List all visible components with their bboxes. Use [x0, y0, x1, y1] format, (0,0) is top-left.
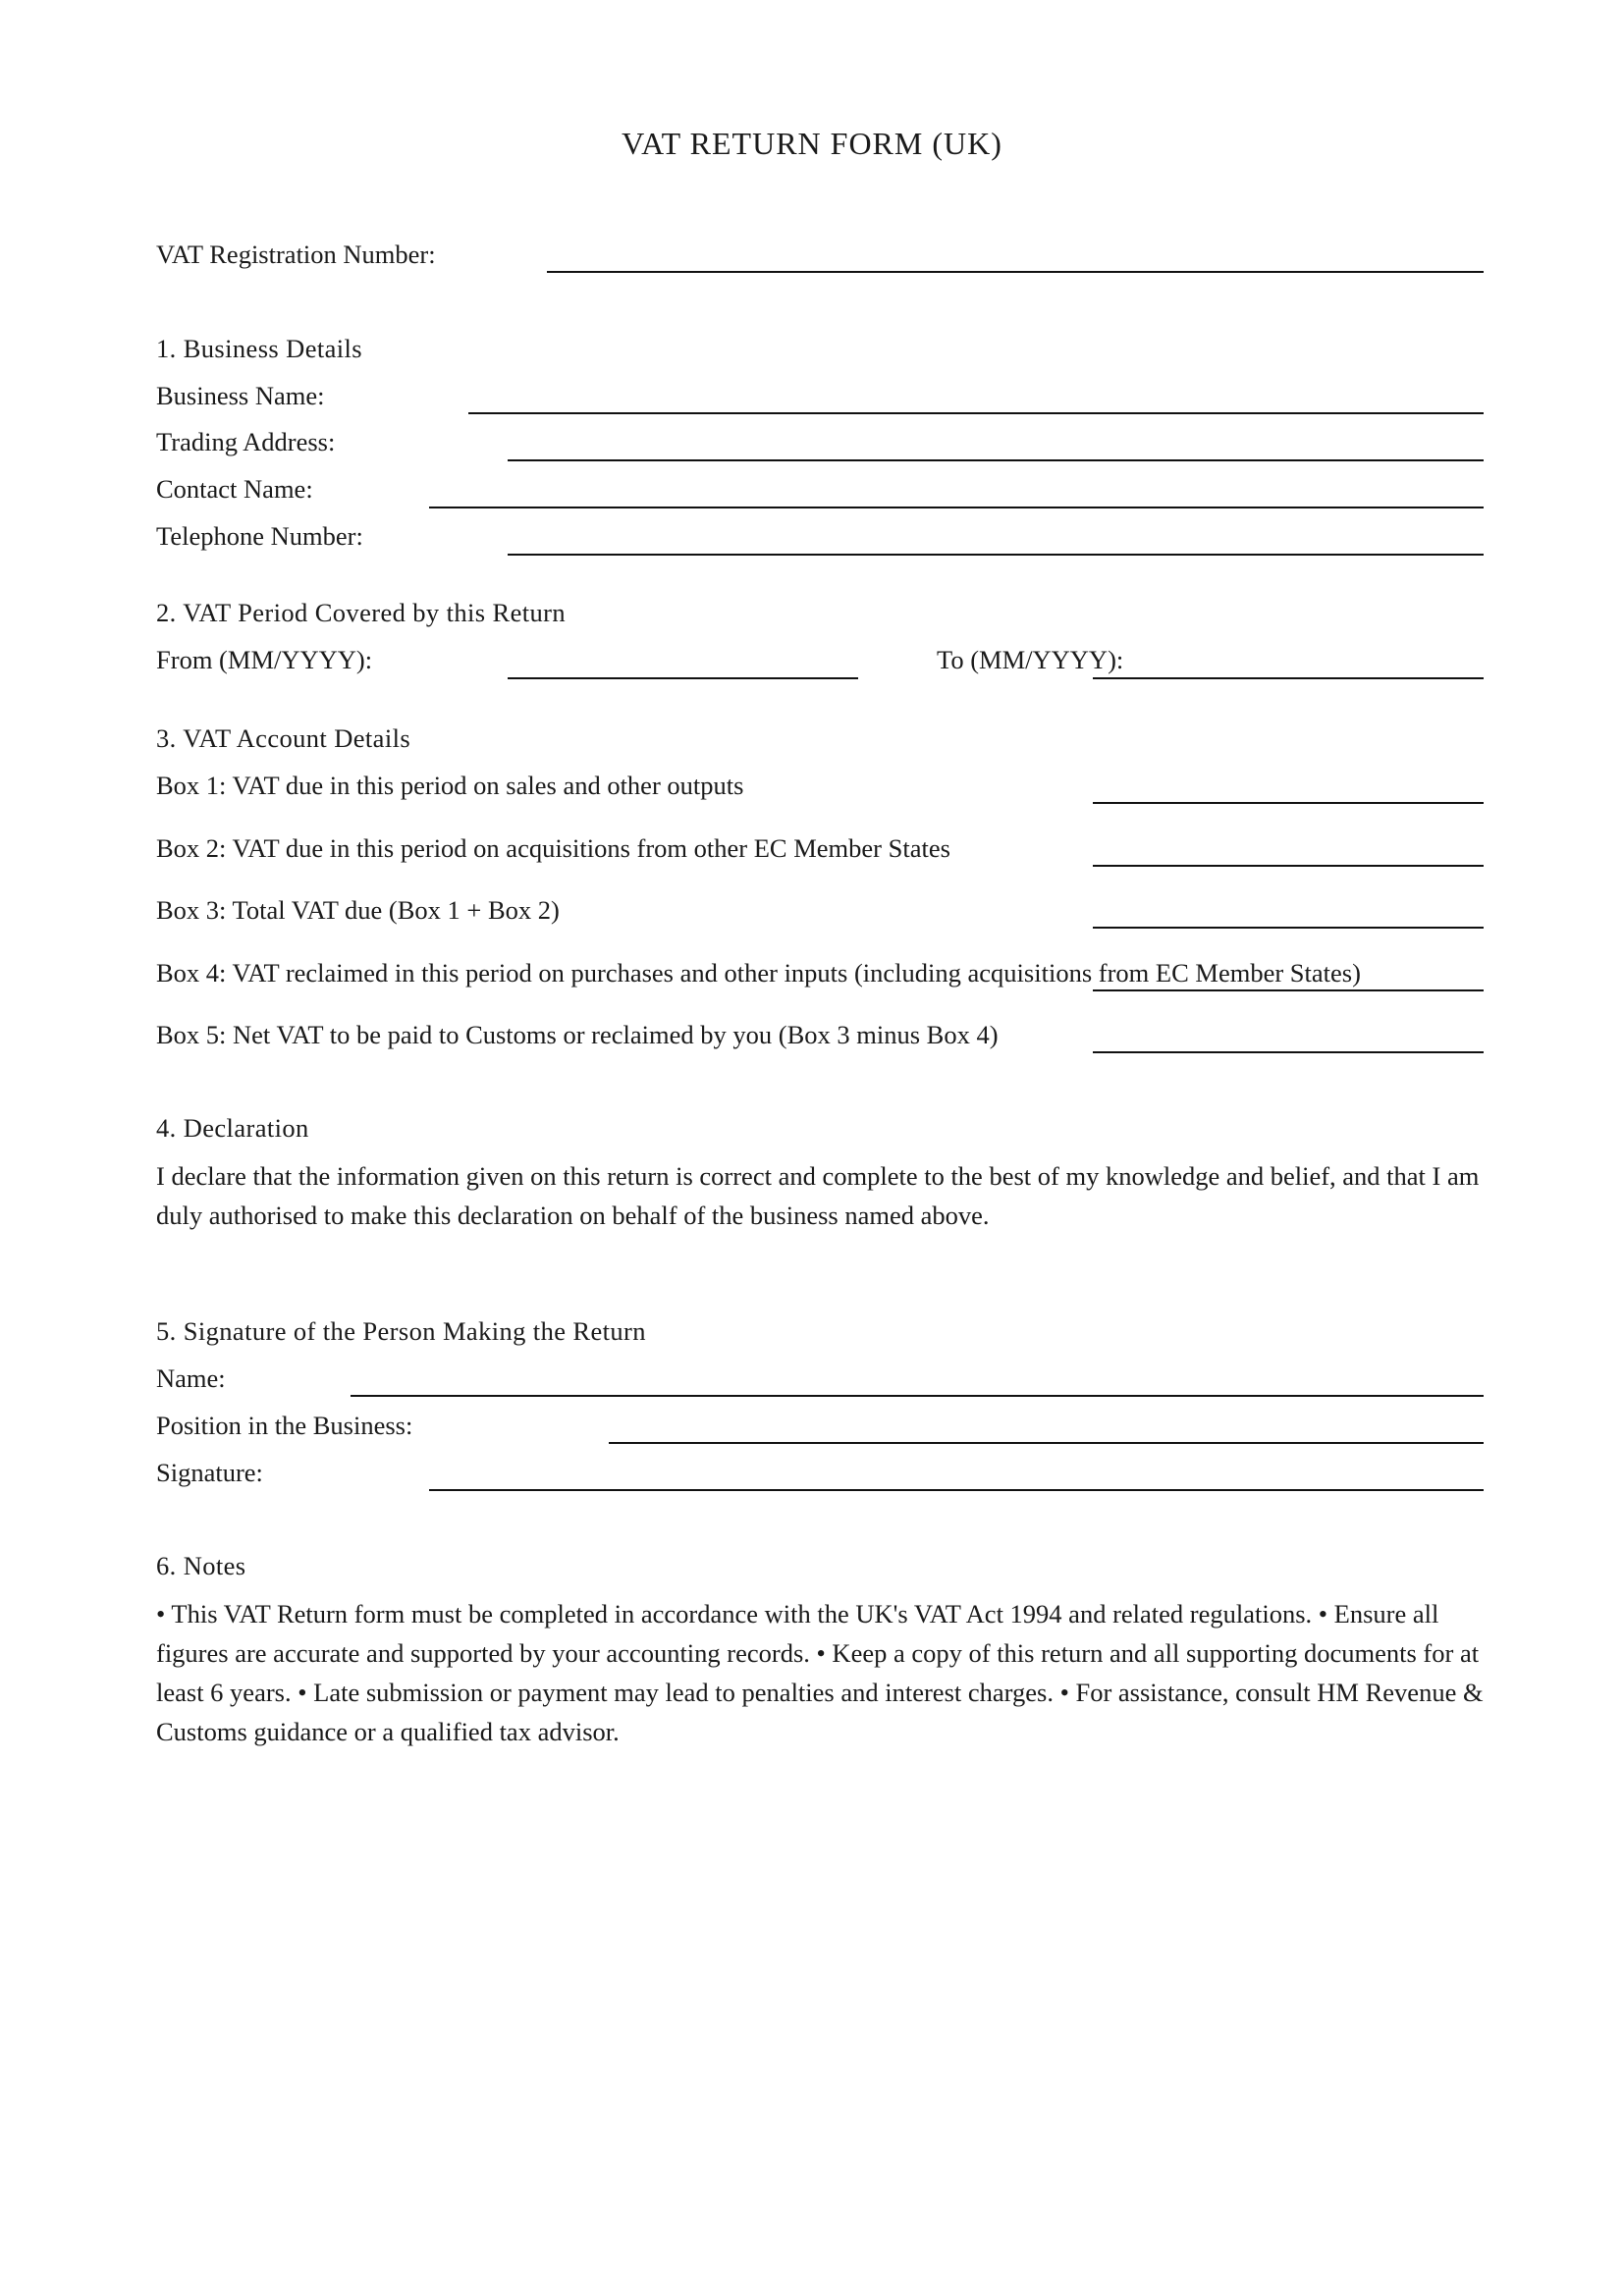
vat-registration-field[interactable] [547, 271, 1484, 273]
telephone-number-label: Telephone Number: [156, 521, 363, 551]
business-name-label: Business Name: [156, 381, 325, 410]
telephone-number-field[interactable] [508, 554, 1484, 556]
business-name-field[interactable] [468, 412, 1484, 414]
box-5-label: Box 5: Net VAT to be paid to Customs or reclaimed by you (Box 3 minus Box 4) [156, 1020, 999, 1049]
trading-address-label: Trading Address: [156, 427, 336, 456]
signature-heading: 5. Signature of the Person Making the Return [156, 1316, 646, 1346]
business-details-heading: 1. Business Details [156, 334, 363, 363]
box-1-label: Box 1: VAT due in this period on sales and other outputs [156, 771, 744, 800]
box-3-field[interactable] [1093, 927, 1484, 929]
declaration-text: I declare that the information given on this return is correct and complete to the best of my knowledge and belief, and that I am duly authorised to make this declaration on behalf of the business named above. [156, 1161, 1480, 1230]
trading-address-field[interactable] [508, 459, 1484, 461]
position-field[interactable] [609, 1442, 1484, 1444]
period-from-field[interactable] [508, 677, 858, 679]
contact-name-field[interactable] [429, 507, 1484, 508]
period-to-field[interactable] [1093, 677, 1484, 679]
box-2-field[interactable] [1093, 865, 1484, 867]
period-from-label: From (MM/YYYY): [156, 645, 373, 674]
signature-field[interactable] [429, 1489, 1484, 1491]
declaration-heading: 4. Declaration [156, 1113, 309, 1143]
notes-text: • This VAT Return form must be completed in accordance with the UK's VAT Act 1994 and related regulations. • Ensure all figures are accurate and supported by your accounting records. • Keep a copy of this return and all supporting documents for at least 6 years. • Late submission or payment may lead to penalties and interest charges. • For assistance, consult HM Revenue & Customs guidance or a qualified tax advisor. [156, 1599, 1484, 1746]
signature-label: Signature: [156, 1458, 263, 1487]
vat-account-heading: 3. VAT Account Details [156, 723, 411, 753]
signatory-name-label: Name: [156, 1363, 226, 1393]
box-1-field[interactable] [1093, 802, 1484, 804]
vat-registration-label: VAT Registration Number: [156, 240, 436, 269]
contact-name-label: Contact Name: [156, 474, 313, 504]
box-3-label: Box 3: Total VAT due (Box 1 + Box 2) [156, 895, 560, 925]
period-to-label: To (MM/YYYY): [937, 645, 1124, 674]
box-4-label: Box 4: VAT reclaimed in this period on purchases and other inputs (including acquisitions from EC Member States) [156, 958, 1361, 988]
box-4-field[interactable] [1093, 989, 1484, 991]
notes-heading: 6. Notes [156, 1551, 246, 1580]
vat-period-heading: 2. VAT Period Covered by this Return [156, 598, 567, 627]
form-title: VAT RETURN FORM (UK) [622, 126, 1002, 161]
box-5-field[interactable] [1093, 1051, 1484, 1053]
box-2-label: Box 2: VAT due in this period on acquisitions from other EC Member States [156, 833, 950, 863]
signatory-name-field[interactable] [351, 1395, 1484, 1397]
position-label: Position in the Business: [156, 1411, 413, 1440]
